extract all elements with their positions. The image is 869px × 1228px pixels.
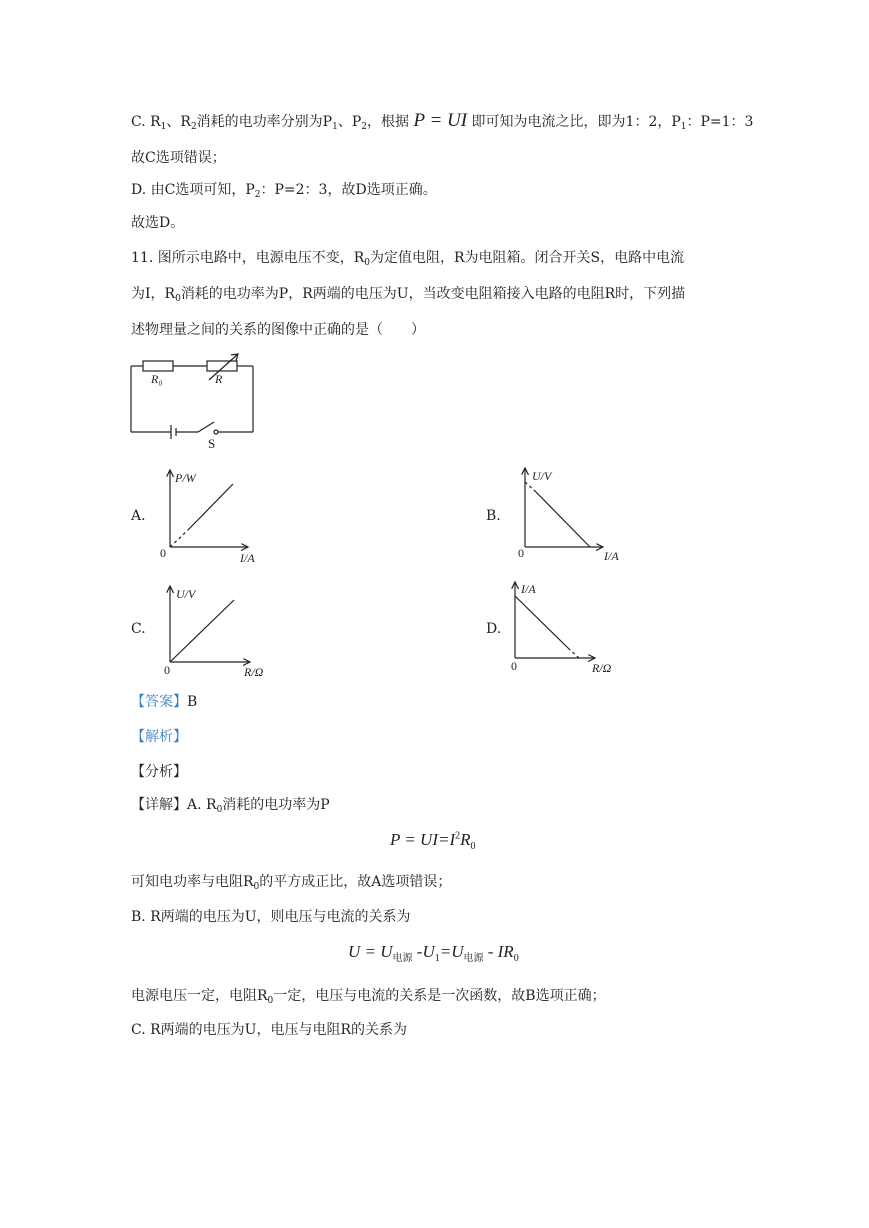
question-11-line3: 述物理量之间的关系的图像中正确的是（ ）: [131, 322, 425, 338]
equation-power: $P = UI=I^2R_0$: [390, 830, 476, 852]
b-result: 电源电压一定，电阻$R_0$一定，电压与电流的关系是一次函数，故B选项正确；: [131, 988, 606, 1006]
c2-line: C. R两端的电压为U，电压与电阻R的关系为: [131, 1022, 407, 1038]
graph-a-dashed: [170, 530, 188, 547]
graph-d-ylabel: I/A: [521, 582, 536, 596]
b-line: B. R两端的电压为U，则电压与电流的关系为: [131, 909, 411, 925]
power-formula: P = UI: [413, 110, 468, 131]
graph-c-ylabel: U/V: [176, 587, 196, 601]
graph-d-origin: 0: [511, 659, 517, 673]
option-c-wrong: 故C选项错误；: [131, 150, 226, 166]
graph-d-xlabel: R/Ω: [592, 661, 612, 675]
graph-a-line: [188, 484, 233, 530]
option-d-letter[interactable]: D.: [486, 621, 502, 637]
graph-b-dashed: [525, 482, 536, 492]
graph-d-line: [515, 596, 568, 648]
option-a-letter[interactable]: A.: [131, 508, 146, 524]
graph-b-xlabel: I/A: [604, 549, 619, 563]
detail-a: 【详解】A. $R_0$消耗的电功率为P: [131, 797, 330, 815]
a-result: 可知电功率与电阻$R_0$的平方成正比，故A选项错误；: [131, 874, 452, 892]
option-c-letter[interactable]: C.: [131, 621, 146, 637]
choose-line: 故选D。: [131, 215, 185, 231]
answer-tag: 【答案】: [131, 694, 187, 710]
graph-b-origin: 0: [518, 546, 524, 560]
graph-d-dashed: [568, 648, 579, 658]
graph-a-ylabel: P/W: [175, 471, 196, 485]
answer-line: [131, 692, 197, 712]
graph-a-origin: 0: [160, 546, 166, 560]
r-label: R: [215, 372, 223, 386]
question-11-line2: 为I，$R_0$消耗的电功率为P，R两端的电压为U，当改变电阻箱接入电路的电阻R时，下列描: [131, 286, 686, 304]
graph-c-line: [170, 600, 234, 662]
option-d-explanation: D. 由C选项可知，$P_2$：P=2：3，故D选项正确。: [131, 182, 437, 200]
answer-value: B: [187, 694, 198, 710]
graph-b-ylabel: U/V: [532, 469, 552, 483]
analysis-tag: 【解析】: [131, 729, 187, 745]
r0-label: R₀: [151, 372, 163, 386]
option-b-letter[interactable]: B.: [486, 508, 501, 524]
option-c-explanation: C. $R_1$、$R_2$消耗的电功率分别为$P_1$、$P_2$，根据 P = UI 即可知为电流之比，即为1：2，$P_1$：P=1：3: [131, 110, 754, 132]
equation-voltage: $U = U_{电源}$ $-U_1=U_{电源} - IR_0$: [348, 942, 519, 964]
graph-a-xlabel: I/A: [240, 551, 255, 565]
switch-label: S: [208, 436, 216, 451]
fenxi-tag: 【分析】: [131, 764, 187, 780]
graph-c-xlabel: R/Ω: [244, 665, 264, 679]
graph-c-origin: 0: [164, 663, 170, 677]
graph-b-line: [536, 492, 590, 547]
question-11-line1: 11. 图所示电路中，电源电压不变，$R_0$为定值电阻，R为电阻箱。闭合开关S，电路中电流: [131, 250, 685, 268]
